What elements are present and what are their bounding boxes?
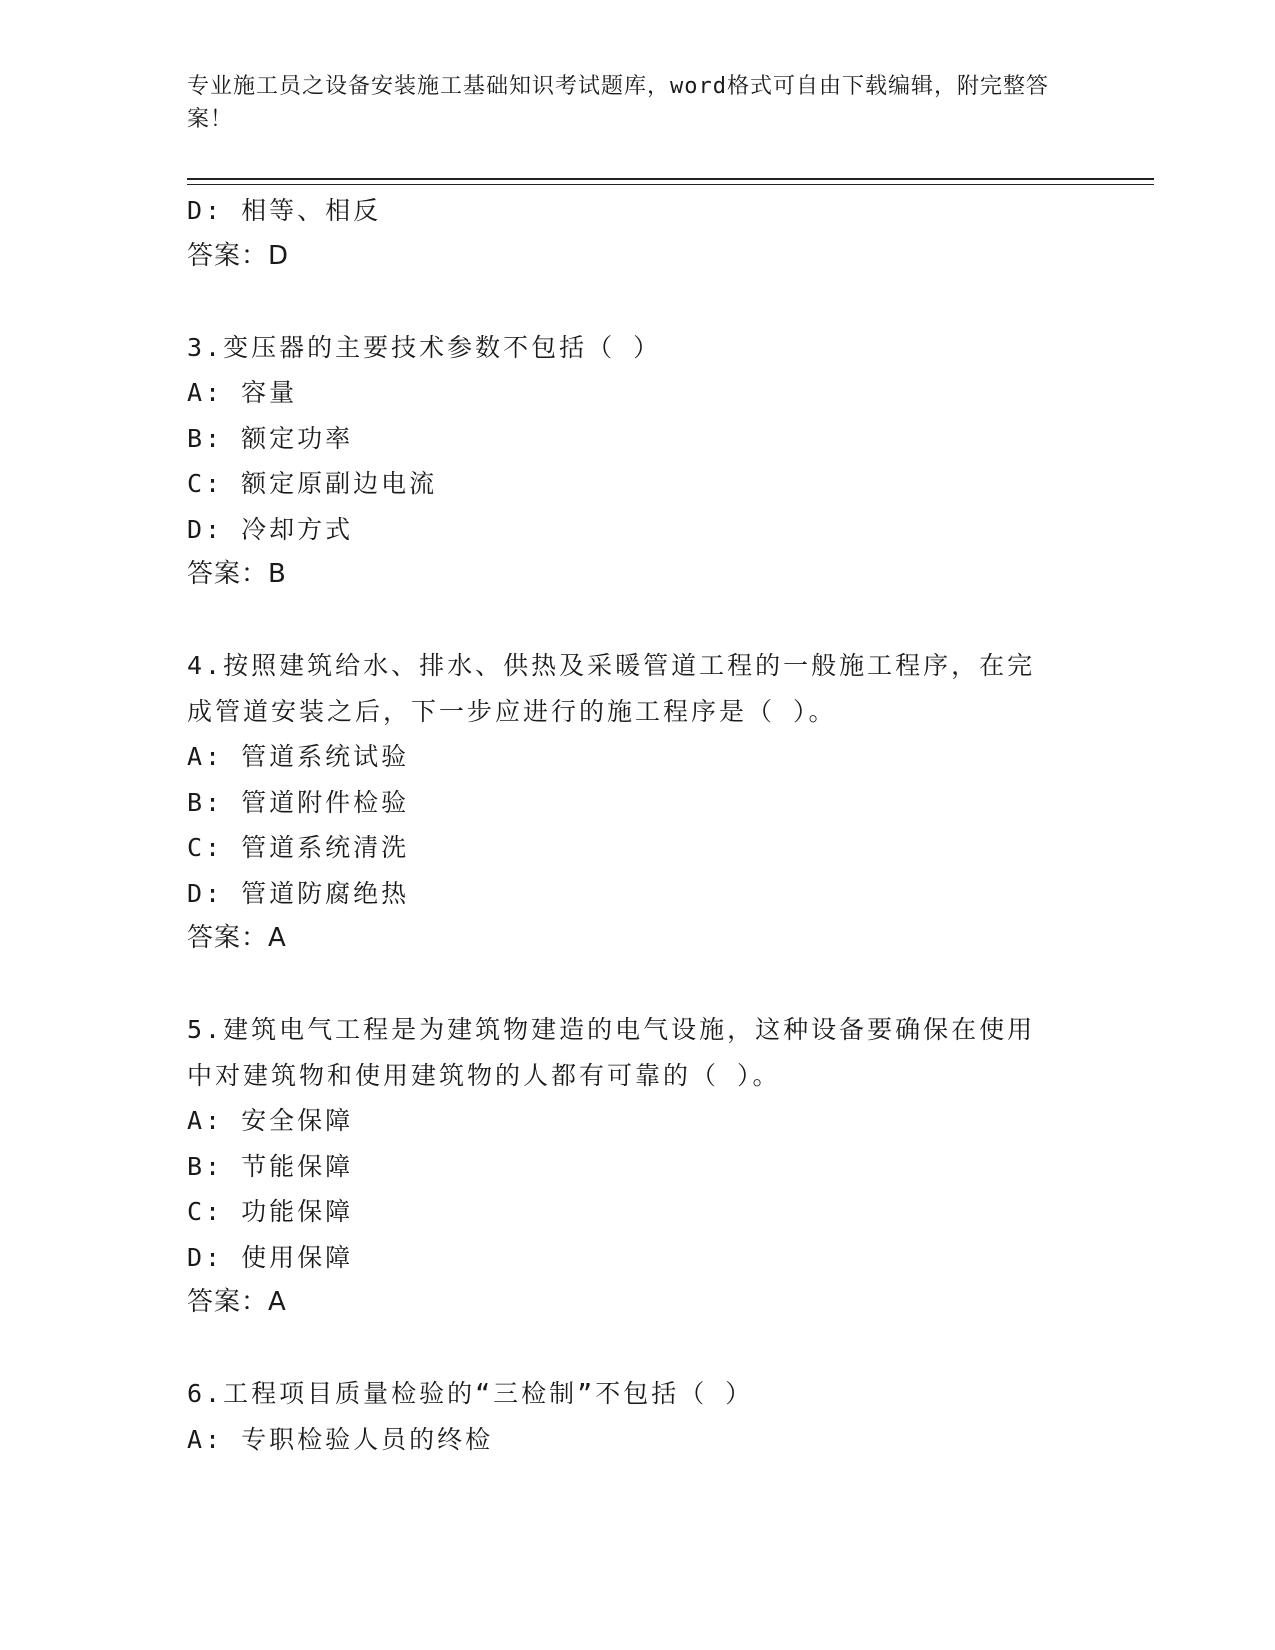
q3-option-a: A: 容量 (187, 378, 298, 407)
q3-option-d: D: 冷却方式 (187, 514, 354, 544)
header-rule-thin (187, 184, 1154, 185)
spacer (187, 1326, 1087, 1372)
q4-option-b: B: 管道附件检验 (187, 787, 410, 817)
q3-option-c: C: 额定原副边电流 (187, 469, 438, 498)
q4-answer: 答案：A (187, 923, 287, 953)
q5-option-d: D: 使用保障 (187, 1242, 354, 1272)
header-rule-thick (187, 178, 1154, 180)
question-list (187, 188, 1087, 1462)
q5-option-a: A: 安全保障 (187, 1106, 354, 1135)
q3-option-b: B: 额定功率 (187, 423, 354, 453)
q4-option-c: C: 管道系统清洗 (187, 833, 410, 862)
q2-answer: 答案：D (187, 240, 290, 271)
q2-option-d: D: 相等、相反 (187, 196, 382, 225)
spacer (187, 279, 1087, 325)
q6-option-a: A: 专职检验人员的终检 (187, 1424, 494, 1454)
q4-stem: 4.按照建筑给水、排水、供热及采暖管道工程的一般施工程序，在完成管道安装之后，下一步应进行的施工程序是（ ）。 (187, 651, 1036, 726)
q4-option-a: A: 管道系统试验 (187, 742, 410, 771)
q6-stem: 6.工程项目质量检验的“三检制”不包括（ ） (187, 1379, 754, 1408)
q5-option-b: B: 节能保障 (187, 1151, 354, 1181)
spacer (187, 598, 1087, 644)
q5-option-c: C: 功能保障 (187, 1197, 354, 1226)
q5-answer: 答案：A (187, 1287, 287, 1317)
q3-stem: 3.变压器的主要技术参数不包括（ ） (187, 332, 662, 362)
spacer (187, 962, 1087, 1008)
document-header: 专业施工员之设备安装施工基础知识考试题库，word格式可自由下载编辑，附完整答案！ (187, 74, 1049, 132)
q5-stem: 5.建筑电气工程是为建筑物建造的电气设施，这种设备要确保在使用中对建筑物和使用建筑物的人都有可靠的（ ）。 (187, 1015, 1036, 1090)
q4-option-d: D: 管道防腐绝热 (187, 878, 410, 908)
q3-answer: 答案：B (187, 559, 287, 589)
